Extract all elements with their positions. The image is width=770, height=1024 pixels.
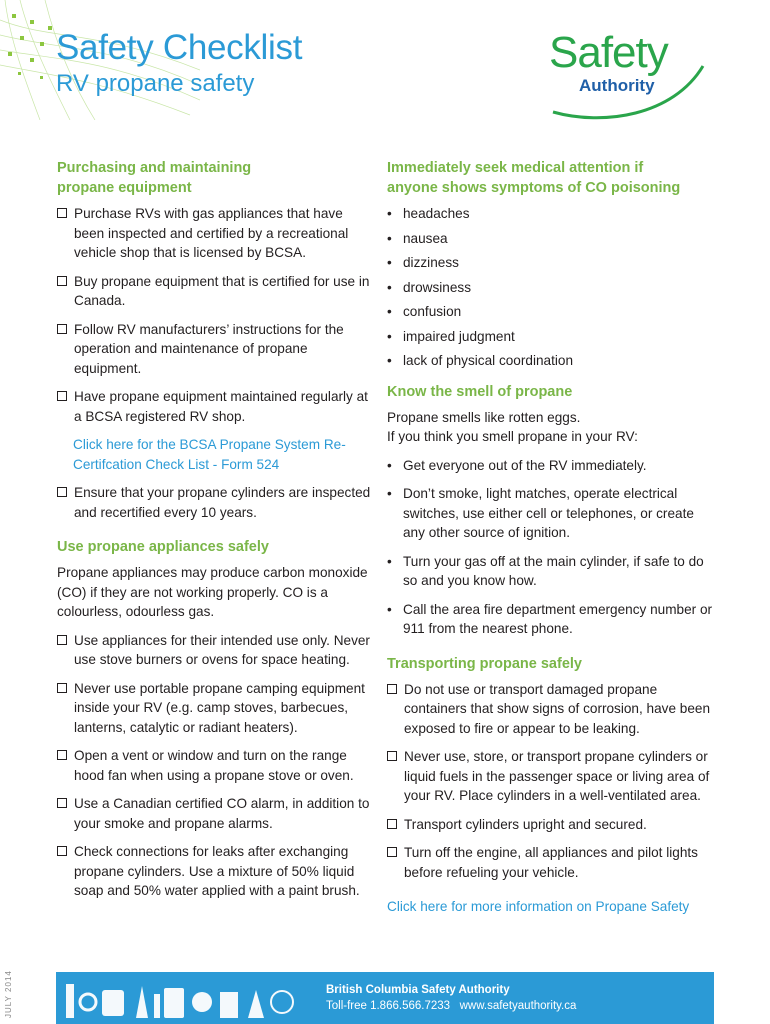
- checklist-item: Never use portable propane camping equipment inside your RV (e.g. camp stoves, barbecues, lanterns, catalytic or radiant heaters).: [57, 679, 375, 738]
- symptom-item: • confusion: [387, 304, 462, 319]
- smell-action-item: • Call the area fire department emergency number or 911 from the nearest phone.: [387, 601, 713, 636]
- right-column: [387, 158, 717, 917]
- smell-action-item: • Get everyone out of the RV immediately.: [387, 457, 647, 473]
- checkbox-icon[interactable]: [57, 635, 67, 645]
- publication-date: JULY 2014: [4, 970, 13, 1018]
- checkbox-icon[interactable]: [387, 847, 397, 857]
- symptom-item: • drowsiness: [387, 279, 471, 295]
- checklist-item: Do not use or transport damaged propane containers that show signs of corrosion, have been exposed to fire or appear to be leaking.: [387, 680, 717, 739]
- checkbox-icon[interactable]: [57, 208, 67, 218]
- checkbox-icon[interactable]: [57, 276, 67, 286]
- checkbox-icon[interactable]: [57, 798, 67, 808]
- footer-bar: [56, 972, 714, 1024]
- checkbox-icon[interactable]: [387, 684, 397, 694]
- checklist-item: Follow RV manufacturers’ instructions for the operation and maintenance of propane equipment.: [57, 320, 375, 379]
- checklist-item: Buy propane equipment that is certified for use in Canada.: [57, 272, 375, 311]
- checklist-item: Use appliances for their intended use only. Never use stove burners or ovens for space heating.: [57, 631, 375, 670]
- footer-org-name: British Columbia Safety Authority: [326, 984, 510, 996]
- checklist-item: Turn off the engine, all appliances and pilot lights before refueling your vehicle.: [387, 843, 717, 882]
- smell-intro: Propane smells like rotten eggs. If you think you smell propane in your RV:: [387, 409, 638, 444]
- smell-action-item: • Turn your gas off at the main cylinder, if safe to do so and you know how.: [387, 553, 704, 588]
- checklist-item: Have propane equipment maintained regularly at a BCSA registered RV shop.: [57, 387, 375, 426]
- checklist-item: Open a vent or window and turn on the range hood fan when using a propane stove or oven.: [57, 746, 375, 785]
- logo-text-authority: Authority: [579, 76, 655, 95]
- smell-action-item: • Don’t smoke, light matches, operate electrical switches, use either cell or telephones, or create any other source of ignition.: [387, 486, 694, 540]
- section-heading-smell: Know the smell of propane: [387, 383, 573, 400]
- page-subtitle: RV propane safety: [56, 70, 255, 97]
- checklist-item: Check connections for leaks after exchanging propane cylinders. Use a mixture of 50% liquid soap and 50% water applied with a paint brush.: [57, 842, 375, 901]
- checkbox-icon[interactable]: [387, 819, 397, 829]
- bcsa-form-524-link[interactable]: Click here for the BCSA Propane System Re-Certifcation Check List - Form 524: [73, 437, 346, 472]
- logo-text-safety: Safety: [549, 28, 668, 77]
- checklist-item: Ensure that your propane cylinders are inspected and recertified every 10 years.: [57, 483, 375, 522]
- checkbox-icon[interactable]: [57, 487, 67, 497]
- symptom-item: • headaches: [387, 206, 470, 221]
- checkbox-icon[interactable]: [387, 751, 397, 761]
- safety-authority-logo: [543, 26, 718, 126]
- section-heading-appliances: Use propane appliances safely: [57, 539, 269, 555]
- checkbox-icon[interactable]: [57, 750, 67, 760]
- footer-contact: Toll-free 1.866.566.7233 www.safetyauthority.ca: [326, 1000, 577, 1012]
- symptom-item: • impaired judgment: [387, 328, 515, 344]
- section-heading-transporting: Transporting propane safely: [387, 655, 582, 672]
- section-heading-purchasing: Purchasing and maintaining propane equipment: [57, 160, 252, 196]
- appliances-intro: Propane appliances may produce carbon monoxide (CO) if they are not working properly. CO is a colourless, odourless gas.: [57, 565, 368, 619]
- section-heading-co-symptoms: Immediately seek medical attention if anyone shows symptoms of CO poisoning: [387, 160, 681, 196]
- checklist-item: Transport cylinders upright and secured.: [387, 815, 717, 835]
- checkbox-icon[interactable]: [57, 324, 67, 334]
- checklist-item: Purchase RVs with gas appliances that have been inspected and certified by a recreational vehicle shop that is licensed by BCSA.: [57, 204, 375, 263]
- left-column: [57, 158, 375, 910]
- checklist-item: Never use, store, or transport propane cylinders or liquid fuels in the passenger space or living area of your RV. Place cylinders in a well-ventilated area.: [387, 747, 717, 806]
- symptom-item: • lack of physical coordination: [387, 353, 574, 368]
- symptom-item: • dizziness: [387, 255, 459, 270]
- checkbox-icon[interactable]: [57, 683, 67, 693]
- checklist-item: Use a Canadian certified CO alarm, in addition to your smoke and propane alarms.: [57, 794, 375, 833]
- propane-safety-info-link[interactable]: Click here for more information on Propane Safety: [387, 899, 690, 914]
- page-title: Safety Checklist: [56, 28, 303, 67]
- symptom-item: • nausea: [387, 230, 448, 246]
- footer-icons-illustration: [56, 972, 296, 1024]
- checkbox-icon[interactable]: [57, 846, 67, 856]
- checkbox-icon[interactable]: [57, 391, 67, 401]
